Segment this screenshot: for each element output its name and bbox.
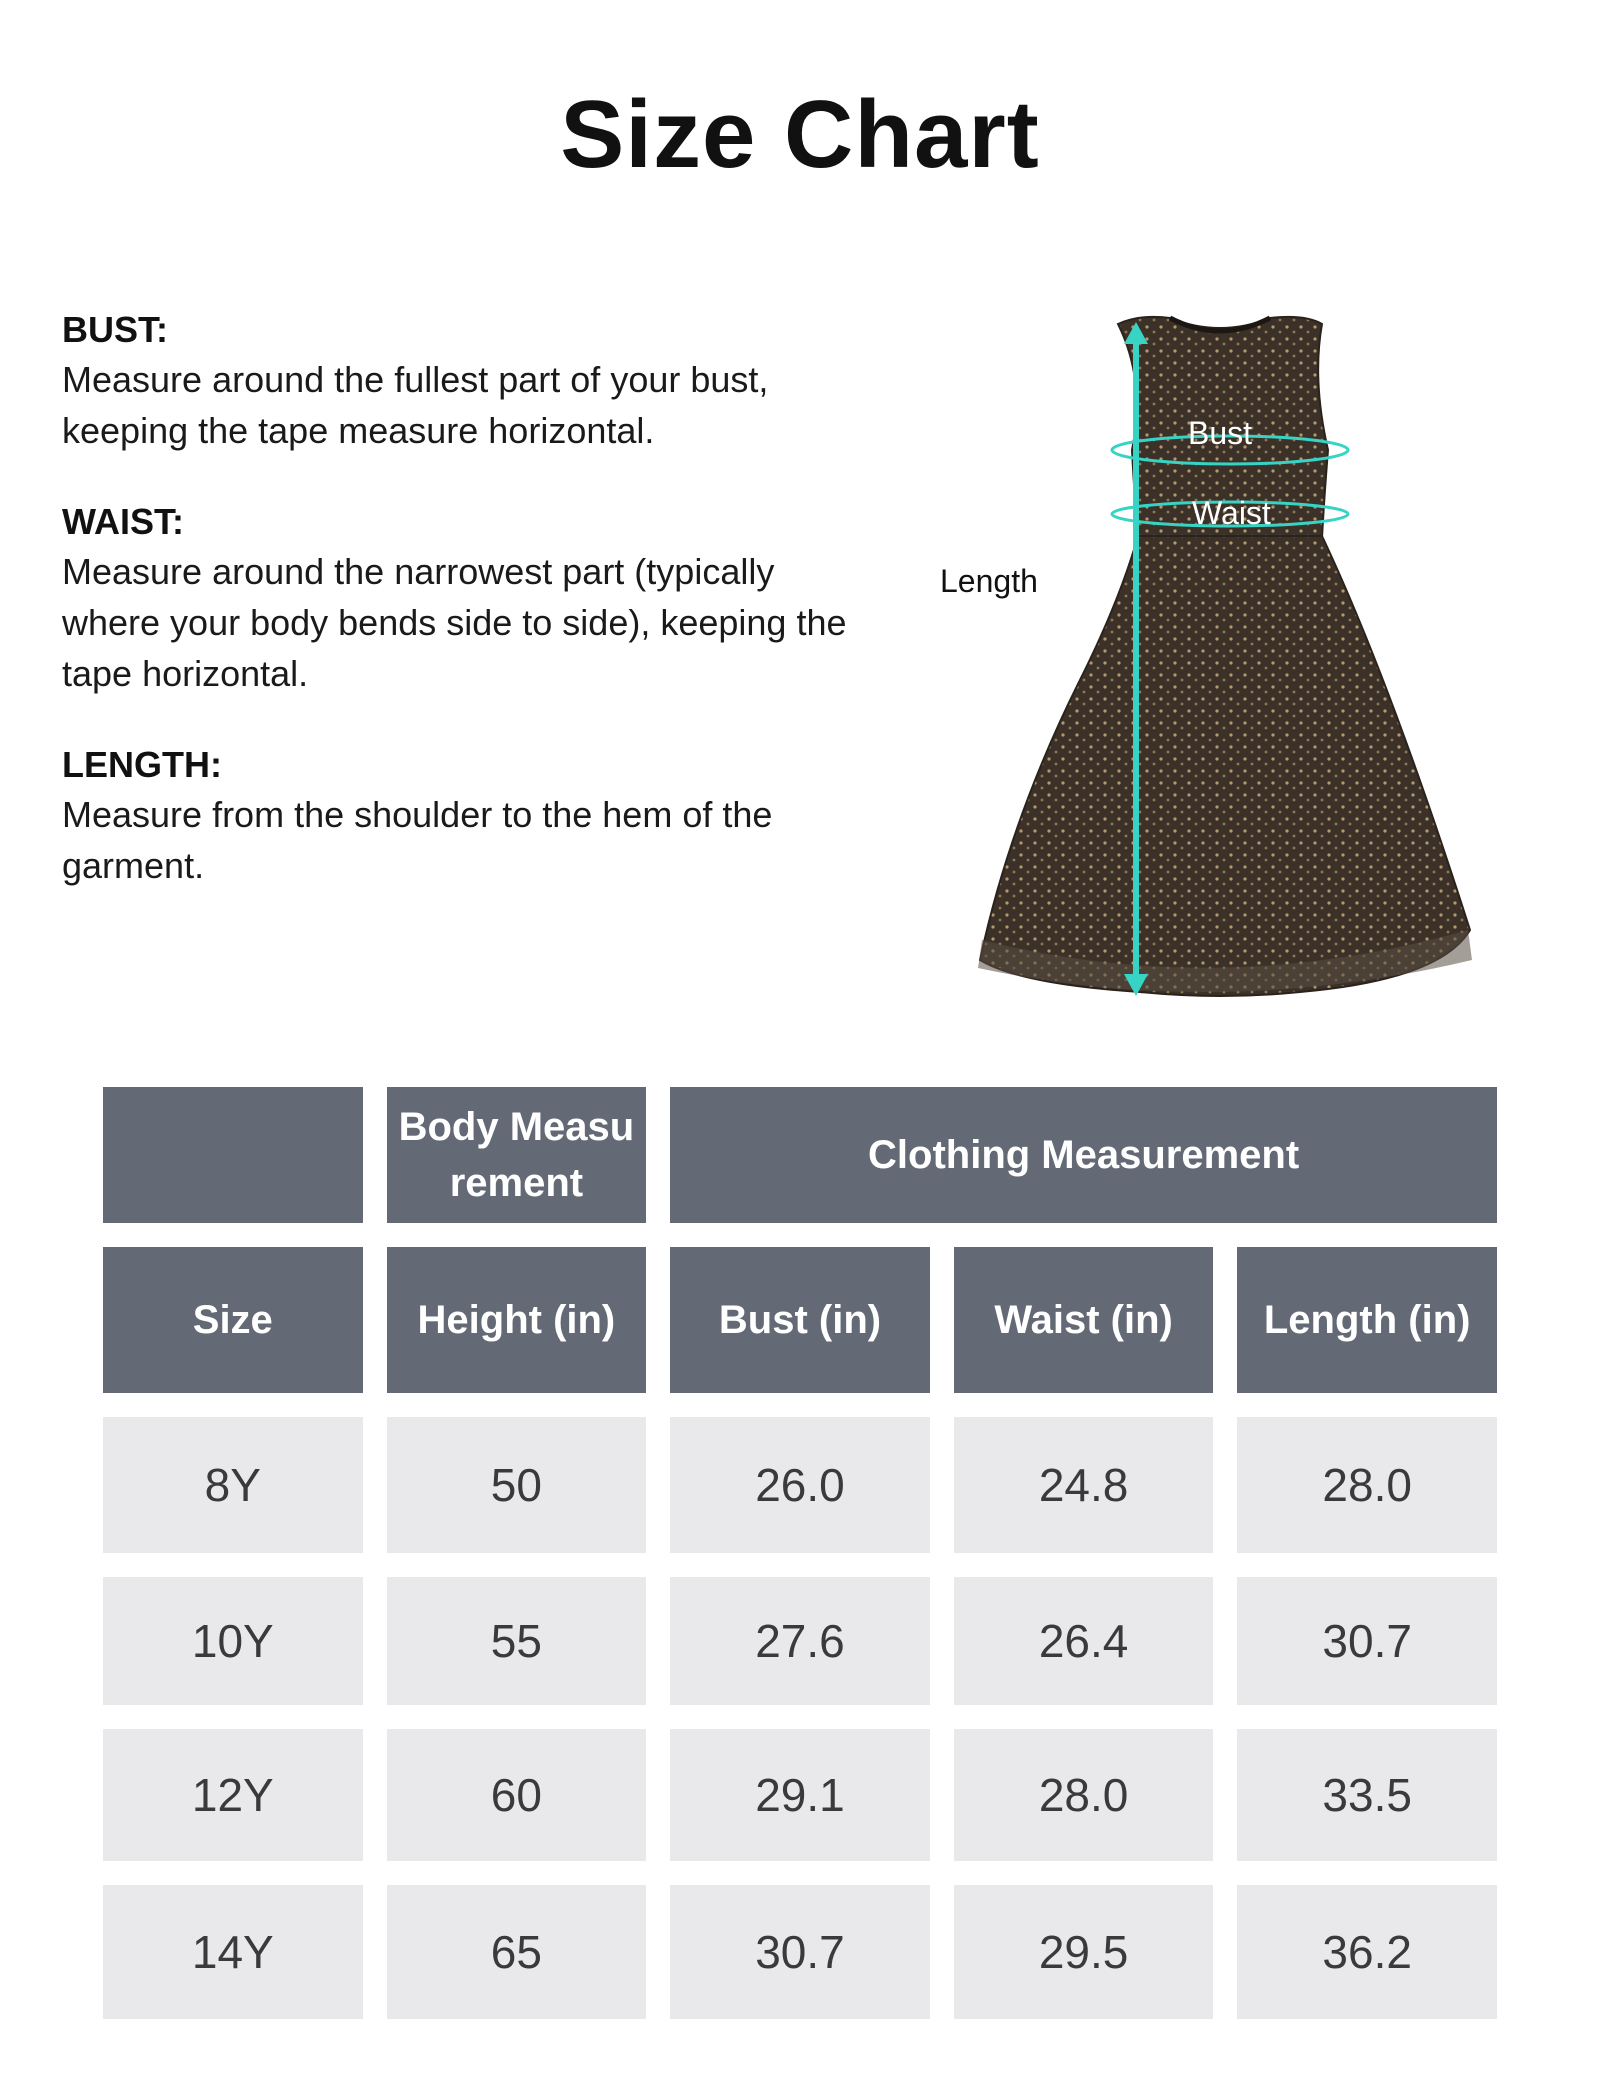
table-cell-size: 14Y [103,1885,363,2019]
table-cell-height: 60 [387,1729,647,1861]
group-header-body-measurement [387,1087,647,1223]
column-header-bust: Bust (in) [670,1247,930,1393]
table-cell-length: 30.7 [1237,1577,1497,1705]
table-column-header-row [103,1247,1497,1393]
column-header-length: Length (in) [1237,1247,1497,1393]
table-cell-length: 36.2 [1237,1885,1497,2019]
table-cell-size: 10Y [103,1577,363,1705]
table-cell-length: 28.0 [1237,1417,1497,1553]
group-header-clothing-measurement: Clothing Measurement [670,1087,1497,1223]
instruction-heading: WAIST: [62,501,184,542]
table-cell-waist: 24.8 [954,1417,1214,1553]
group-header-blank [103,1087,363,1223]
instruction-waist [62,498,862,699]
table-cell-length: 33.5 [1237,1729,1497,1861]
table-cell-bust: 30.7 [670,1885,930,2019]
dress-skirt-shape [980,536,1470,996]
table-cell-waist: 29.5 [954,1885,1214,2019]
table-cell-bust: 26.0 [670,1417,930,1553]
dress-measurement-figure [920,300,1520,1020]
figure-label-bust: Bust [1188,415,1253,451]
instruction-heading: LENGTH: [62,744,222,785]
table-cell-height: 65 [387,1885,647,2019]
group-header-body-label: Body Measurement [398,1105,635,1205]
instruction-length [62,741,862,891]
table-row [103,1577,1497,1705]
table-row [103,1885,1497,2019]
table-row [103,1729,1497,1861]
instruction-text: Measure around the narrowest part (typically where your body bends side to side), keeping the tape horizontal. [62,551,847,694]
table-row [103,1417,1497,1553]
size-table [103,1087,1497,2043]
table-cell-bust: 27.6 [670,1577,930,1705]
page-title: Size Chart [560,81,1040,188]
figure-label-waist: Waist [1192,495,1271,531]
instruction-text: Measure from the shoulder to the hem of the garment. [62,794,773,886]
column-header-height: Height (in) [387,1247,647,1393]
table-cell-waist: 28.0 [954,1729,1214,1861]
instruction-bust [62,306,862,456]
table-cell-size: 8Y [103,1417,363,1553]
table-cell-height: 55 [387,1577,647,1705]
column-header-size: Size [103,1247,363,1393]
table-cell-bust: 29.1 [670,1729,930,1861]
measurement-instructions [62,306,862,933]
figure-label-length: Length [940,563,1038,599]
table-cell-size: 12Y [103,1729,363,1861]
column-header-waist: Waist (in) [954,1247,1214,1393]
instruction-heading: BUST: [62,309,168,350]
table-cell-height: 50 [387,1417,647,1553]
dress-illustration [920,300,1520,1020]
table-cell-waist: 26.4 [954,1577,1214,1705]
table-group-header-row [103,1087,1497,1223]
instruction-text: Measure around the fullest part of your bust, keeping the tape measure horizontal. [62,359,769,451]
